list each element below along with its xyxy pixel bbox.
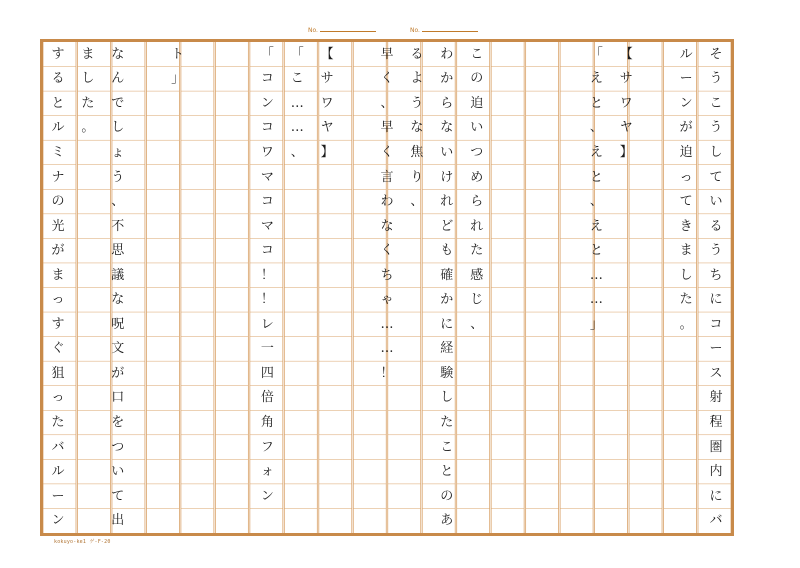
manuscript-character: 内 (709, 464, 723, 480)
manuscript-character: 、 (410, 194, 424, 210)
manuscript-column (700, 42, 733, 533)
manuscript-character: た (51, 415, 65, 430)
manuscript-column (490, 42, 523, 533)
manuscript-character: … (290, 95, 304, 111)
manuscript-character: れ (470, 218, 484, 234)
manuscript-character: ル (51, 120, 65, 136)
manuscript-character: ち (709, 267, 723, 283)
manuscript-character: こ (440, 439, 454, 455)
manuscript-character: た (440, 415, 454, 430)
manuscript-character: サ (619, 71, 633, 87)
manuscript-character: く (380, 71, 394, 87)
manuscript-character: い (709, 194, 723, 210)
manuscript-character: 一 (260, 341, 274, 357)
manuscript-column (400, 42, 433, 533)
manuscript-character: 呪 (111, 316, 125, 332)
manuscript-character: ワ (320, 95, 334, 111)
manuscript-character: ン (679, 95, 693, 111)
manuscript-character: 倍 (260, 390, 274, 406)
manuscript-character: 】 (619, 144, 633, 160)
manuscript-character: う (111, 169, 125, 185)
manuscript-character: う (709, 243, 723, 259)
manuscript-column (161, 42, 194, 533)
manuscript-character: い (470, 120, 484, 136)
manuscript-character: 射 (709, 390, 723, 406)
manuscript-character: る (709, 218, 723, 234)
manuscript-column (41, 42, 74, 533)
manuscript-character: た (470, 243, 484, 259)
manuscript-column (550, 42, 583, 533)
manuscript-character: 圏 (709, 439, 723, 455)
manuscript-character: 迫 (470, 95, 484, 111)
manuscript-character: 、 (589, 120, 603, 136)
manuscript-character: ヤ (320, 120, 334, 136)
manuscript-character: コ (260, 71, 274, 87)
number-underline (320, 27, 376, 32)
manuscript-character: 」 (589, 316, 603, 332)
manuscript-character: ナ (51, 169, 65, 185)
manuscript-column (341, 42, 374, 533)
manuscript-character: い (440, 144, 454, 160)
manuscript-character: る (410, 46, 424, 62)
manuscript-character: し (81, 71, 95, 87)
manuscript-character: ！ (260, 292, 274, 308)
manuscript-sheet (40, 39, 734, 536)
manuscript-character: と (589, 95, 603, 111)
manuscript-character: ゃ (380, 292, 394, 308)
manuscript-character: し (709, 144, 723, 160)
manuscript-character: 出 (111, 513, 125, 529)
manuscript-column (251, 42, 284, 533)
manuscript-character: つ (470, 144, 484, 160)
manuscript-character: し (440, 390, 454, 406)
manuscript-character: と (589, 243, 603, 259)
manuscript-column (670, 42, 703, 533)
manuscript-character: 焦 (410, 144, 424, 160)
manuscript-character: 、 (589, 194, 603, 210)
manuscript-character: ォ (260, 464, 274, 480)
manuscript-character: 「 (260, 46, 274, 62)
manuscript-character: 確 (440, 267, 454, 283)
manuscript-character: を (111, 415, 125, 430)
manuscript-character: な (440, 120, 454, 136)
manuscript-character: え (589, 144, 603, 160)
manuscript-character: な (410, 120, 424, 136)
manuscript-character: バ (51, 439, 65, 455)
manuscript-character: い (111, 464, 125, 480)
manuscript-character: て (709, 169, 723, 185)
manuscript-character: 、 (470, 316, 484, 332)
manuscript-character: 不 (111, 218, 125, 234)
manuscript-character: 。 (81, 120, 95, 136)
manuscript-character: た (81, 95, 95, 111)
manuscript-column (371, 42, 404, 533)
manuscript-character: り (410, 169, 424, 185)
manuscript-character: 、 (111, 194, 125, 210)
manuscript-character: え (589, 218, 603, 234)
manuscript-character: ト (171, 46, 185, 62)
manuscript-character: 議 (111, 267, 125, 283)
manuscript-character: ん (111, 71, 125, 87)
manuscript-character: う (709, 71, 723, 87)
manuscript-column (640, 42, 673, 533)
manuscript-character: け (440, 169, 454, 185)
manuscript-character: う (709, 120, 723, 136)
paper-product-code: kokuyo-ke1 ゲ-F-20 (54, 539, 111, 545)
number-label-text: No. (308, 27, 318, 34)
manuscript-character: ま (81, 46, 95, 62)
manuscript-character: フ (260, 439, 274, 455)
manuscript-character: ま (51, 267, 65, 283)
manuscript-character: っ (679, 169, 693, 185)
manuscript-character: ヤ (619, 120, 633, 136)
manuscript-character: に (440, 316, 454, 332)
manuscript-column (131, 42, 164, 533)
manuscript-character: の (440, 488, 454, 504)
manuscript-columns (43, 42, 731, 533)
manuscript-character: し (679, 267, 693, 283)
manuscript-character: ー (51, 488, 65, 504)
manuscript-column (460, 42, 493, 533)
manuscript-character: っ (51, 390, 65, 406)
number-label-text: No. (410, 27, 420, 34)
manuscript-character: と (51, 95, 65, 111)
manuscript-character: … (380, 316, 394, 332)
manuscript-character: き (679, 218, 693, 234)
manuscript-character: ン (51, 513, 65, 529)
manuscript-character: コ (260, 194, 274, 210)
manuscript-character: か (440, 71, 454, 87)
manuscript-character: こ (290, 71, 304, 87)
manuscript-character: の (470, 71, 484, 87)
manuscript-character: 。 (679, 316, 693, 332)
manuscript-character: 程 (709, 415, 723, 430)
manuscript-character: 四 (260, 365, 274, 381)
manuscript-column (101, 42, 134, 533)
manuscript-character: ！ (380, 365, 394, 381)
manuscript-character: 経 (440, 341, 454, 357)
number-label-left (308, 27, 376, 34)
manuscript-character: こ (709, 95, 723, 111)
manuscript-character: ま (679, 243, 693, 259)
manuscript-character: 迫 (679, 144, 693, 160)
manuscript-character: 文 (111, 341, 125, 357)
manuscript-character: 思 (111, 243, 125, 259)
manuscript-character: え (589, 71, 603, 87)
manuscript-character: に (709, 292, 723, 308)
manuscript-character: れ (440, 194, 454, 210)
manuscript-character: で (111, 95, 125, 111)
manuscript-character: ぐ (51, 341, 65, 357)
manuscript-character: が (111, 365, 125, 381)
manuscript-column (610, 42, 643, 533)
manuscript-character: が (51, 243, 65, 259)
manuscript-character: コ (260, 243, 274, 259)
manuscript-character: 言 (380, 169, 394, 185)
manuscript-character: ル (51, 464, 65, 480)
manuscript-character: 早 (380, 46, 394, 62)
manuscript-character: に (709, 488, 723, 504)
manuscript-character: マ (260, 169, 274, 185)
manuscript-column (311, 42, 344, 533)
manuscript-character: く (380, 243, 394, 259)
number-underline (422, 27, 478, 32)
manuscript-column (281, 42, 314, 533)
manuscript-character: ワ (619, 95, 633, 111)
manuscript-character: 口 (111, 390, 125, 406)
manuscript-column (520, 42, 553, 533)
manuscript-character: 「 (290, 46, 304, 62)
manuscript-character: こ (470, 46, 484, 62)
manuscript-character: … (589, 267, 603, 283)
manuscript-character: し (111, 120, 125, 136)
manuscript-character: 【 (320, 46, 334, 62)
manuscript-character: 「 (589, 46, 603, 62)
manuscript-character: 早 (380, 120, 394, 136)
manuscript-character: 、 (290, 144, 304, 160)
manuscript-character: 狙 (51, 365, 65, 381)
manuscript-character: ！ (260, 267, 274, 283)
manuscript-character: 【 (619, 46, 633, 62)
manuscript-character: コ (260, 120, 274, 136)
manuscript-character: ょ (111, 144, 125, 160)
manuscript-character: サ (320, 71, 334, 87)
manuscript-character: す (51, 46, 65, 62)
manuscript-column (580, 42, 613, 533)
manuscript-character: か (440, 292, 454, 308)
manuscript-character: … (380, 341, 394, 357)
manuscript-character: た (679, 292, 693, 308)
number-label-right (410, 27, 478, 34)
manuscript-character: て (111, 488, 125, 504)
manuscript-character: 」 (171, 71, 185, 87)
manuscript-character: な (380, 218, 394, 234)
manuscript-character: … (589, 292, 603, 308)
manuscript-character: 】 (320, 144, 334, 160)
manuscript-character: じ (470, 292, 484, 308)
manuscript-character: マ (260, 218, 274, 234)
manuscript-character: も (440, 243, 454, 259)
manuscript-character: 光 (51, 218, 65, 234)
manuscript-character: す (51, 316, 65, 332)
manuscript-character: ら (440, 95, 454, 111)
manuscript-character: 験 (440, 365, 454, 381)
manuscript-character: バ (709, 513, 723, 529)
manuscript-character: ン (260, 95, 274, 111)
manuscript-character: あ (440, 513, 454, 529)
manuscript-character: め (470, 169, 484, 185)
manuscript-character: ル (679, 46, 693, 62)
manuscript-character: な (111, 292, 125, 308)
manuscript-character: 角 (260, 415, 274, 430)
manuscript-character: ー (679, 71, 693, 87)
manuscript-character: る (51, 71, 65, 87)
manuscript-character: ー (709, 341, 723, 357)
manuscript-character: う (410, 95, 424, 111)
manuscript-character: わ (380, 194, 394, 210)
manuscript-column (71, 42, 104, 533)
manuscript-character: ワ (260, 144, 274, 160)
manuscript-character: わ (440, 46, 454, 62)
manuscript-column (191, 42, 224, 533)
manuscript-character: レ (260, 316, 274, 332)
manuscript-character: て (679, 194, 693, 210)
manuscript-character: が (679, 120, 693, 136)
manuscript-character: 感 (470, 267, 484, 283)
manuscript-character: よ (410, 71, 424, 87)
manuscript-character: 、 (380, 95, 394, 111)
manuscript-character: と (440, 464, 454, 480)
manuscript-character: つ (111, 439, 125, 455)
manuscript-character: と (589, 169, 603, 185)
manuscript-character: ミ (51, 144, 65, 160)
manuscript-column (430, 42, 463, 533)
manuscript-character: ン (260, 488, 274, 504)
manuscript-column (221, 42, 254, 533)
manuscript-character: く (380, 144, 394, 160)
manuscript-character: の (51, 194, 65, 210)
manuscript-character: そ (709, 46, 723, 62)
manuscript-character: コ (709, 316, 723, 332)
manuscript-character: ど (440, 218, 454, 234)
manuscript-character: ら (470, 194, 484, 210)
manuscript-character: っ (51, 292, 65, 308)
manuscript-character: … (290, 120, 304, 136)
manuscript-character: ち (380, 267, 394, 283)
manuscript-character: ス (709, 365, 723, 381)
manuscript-character: な (111, 46, 125, 62)
